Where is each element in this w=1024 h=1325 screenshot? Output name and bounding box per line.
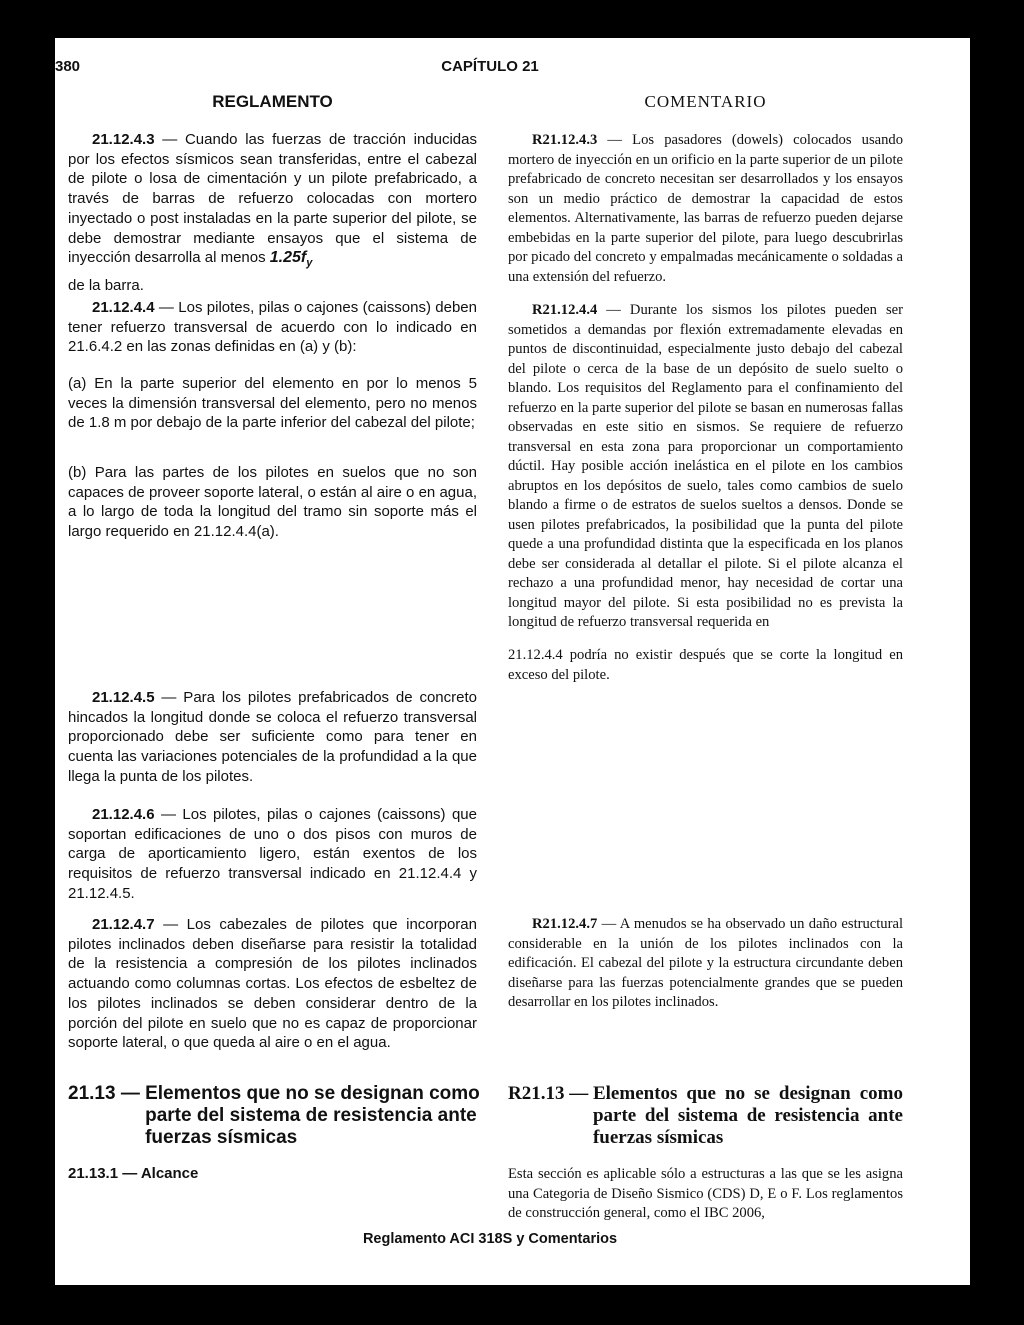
section-text: — A menudos se ha observado un daño estructural considerable en la unión de los pilotes inclinados con la edificación. El cabezal del pilote y la estructura circundante deben diseñarse para las fuerzas potencialmente grandes que se pueden desarrollar en los pilotes inclinados. bbox=[508, 916, 903, 1010]
item-a: (a) En la parte superior del elemento en por lo menos 5 veces la dimensión transversal del elemento, pero no menos de 1.8 m por debajo de la parte inferior del cabezal del pilote; bbox=[68, 375, 477, 432]
section-text: — Los pilotes, pilas o cajones (caissons) que soportan edificaciones de uno o dos pisos con muros de carga de aporticamiento ligero, están exentos de los requisitos de refuerzo transversal indicado en 21.12.4.4 y 21.12.4.5. bbox=[68, 806, 477, 902]
heading-21-13-1: 21.13.1 — Alcance bbox=[68, 1165, 199, 1182]
section-text: — Para los pilotes prefabricados de concreto hincados la longitud donde se coloca el refuerzo transversal proporcionado debe ser suficiente como para tener en cuenta las variaciones potenciales de la profundidad a la que llega la punta de los pilotes. bbox=[68, 689, 477, 785]
section-text: — Los cabezales de pilotes que incorporan pilotes inclinados deben diseñarse para resistir la totalidad de la resistencia a compresión de los pilotes inclinados actuando como columnas cortas. Los efectos de esbeltez de los pilotes inclinados se deben considerar dentro de la porción del pilote en suelo que no es capaz de proporcionar soporte lateral, o que queda al aire o en el agua. bbox=[68, 916, 477, 1052]
section-label: R21.12.4.7 bbox=[532, 916, 598, 932]
section-text: — Los pasadores (dowels) colocados usando mortero de inyección en un orificio en la parte superior de un pilote prefabricado de concreto necesitan ser desarrollados y los ensayos son un medio práctico de demostrar la capacidad de estos elementos. Alternativamente, las barras de refuerzo pueden dejarse embebidas en la parte superior del pilote, para luego descubrirlas por picado del concreto y empalmadas mecánicamente o soldadas a una extensión del refuerzo. bbox=[508, 132, 903, 285]
heading-number: R21.13 — bbox=[508, 1083, 593, 1104]
document-page bbox=[55, 38, 970, 1285]
item-b: (b) Para las partes de los pilotes en suelos que no son capaces de proveer soporte lateral, o están al aire o en agua, a lo largo de toda la longitud del tramo sin soporte más el largo requerido en 21.12.4.4(a). bbox=[68, 464, 477, 541]
section-21-12-4-6 bbox=[68, 805, 477, 904]
section-21-12-4-3 bbox=[68, 130, 477, 296]
section-label: 21.12.4.7 bbox=[92, 916, 155, 933]
page-number: 380 bbox=[55, 58, 81, 75]
section-text: — Durante los sismos los pilotes pueden ser sometidos a demandas por flexión extremadamente elevadas en puntos de discontinuidad, especialmente justo debajo del cabezal del pilote o cerca de la base de un depósito de suelo suelto o blando. Los requisitos del Reglamento para el confinamiento del refuerzo en la parte superior del pilote se basan en numerosas fallas observadas en este sitio en sismos. Se requiere de refuerzo transversal en esta zona para proporcionar un comportamiento dúctil. Hay posible acción inelástica en el pilote en los cambios abruptos en los depósitos de suelo, tales como cambios de suelo blando a firme o de estratos de suelos sueltos a densos. Donde se usen pilotes prefabricados, la posibilidad que la punta del pilote quede a una profundidad distinta que la especificada en los planos debe ser considerada al detallar el pilote. Si el pilote alcanza el rechazo a una profundidad menor, hay necesidad de cortar una longitud mayor del pilote. Si esta posibilidad no es prevista la longitud de refuerzo transversal requerida en bbox=[508, 302, 903, 630]
section-21-12-4-4 bbox=[68, 298, 477, 357]
heading-text: Elementos que no se designan como parte del sistema de resistencia ante fuerzas sísmicas bbox=[592, 1083, 903, 1148]
heading-r21-13 bbox=[508, 1083, 903, 1149]
column-heading-reglamento: REGLAMENTO bbox=[212, 92, 333, 111]
page-footer: Reglamento ACI 318S y Comentarios bbox=[362, 1231, 618, 1247]
section-21-12-4-5 bbox=[68, 688, 477, 787]
chapter-title: CAPÍTULO 21 bbox=[441, 58, 539, 75]
section-text: — Cuando las fuerzas de tracción inducidas por los efectos sísmicos sean transferidas, entre el cabezal de pilote o losa de cimentación y un pilote prefabricado, a través de barras de refuerzo colocadas con mortero inyectado o post instaladas en la parte superior del pilote, se debe demostrar mediante ensayos que el sistema de inyección desarrolla al menos bbox=[68, 131, 477, 267]
section-21-12-4-7 bbox=[68, 915, 477, 1053]
commentary-r21-12-4-4 bbox=[508, 301, 903, 633]
commentary-r21-13: Esta sección es aplicable sólo a estructuras a las que se les asigna una Categoria de Diseño Sismico (CDS) D, E o F. Los reglamentos de construcción general, como el IBC 2006, bbox=[508, 1166, 903, 1221]
commentary-r21-12-4-4-continued: 21.12.4.4 podría no existir después que se corte la longitud en exceso del pilote. bbox=[508, 647, 903, 683]
heading-21-13 bbox=[68, 1083, 480, 1149]
section-label: 21.12.4.6 bbox=[92, 806, 155, 823]
section-label: R21.12.4.3 bbox=[532, 132, 598, 148]
section-text-tail: de la barra. bbox=[68, 277, 144, 295]
section-label: R21.12.4.4 bbox=[532, 302, 598, 318]
section-text: — Los pilotes, pilas o cajones (caissons) deben tener refuerzo transversal de acuerdo con lo indicado en 21.6.4.2 en las zonas definidas en (a) y (b): bbox=[68, 299, 477, 356]
commentary-r21-12-4-7 bbox=[508, 915, 903, 1013]
heading-number: 21.13 — bbox=[68, 1083, 146, 1104]
heading-text: Elementos que no se designan como parte del sistema de resistencia ante fuerzas sísmicas bbox=[145, 1083, 480, 1148]
column-heading-comentario: COMENTARIO bbox=[644, 92, 767, 111]
section-label: 21.12.4.5 bbox=[92, 689, 155, 706]
formula: 1.25f bbox=[269, 249, 307, 267]
commentary-r21-12-4-3 bbox=[508, 131, 903, 287]
formula-subscript: y bbox=[306, 257, 313, 270]
section-label: 21.12.4.3 bbox=[92, 131, 155, 148]
section-label: 21.12.4.4 bbox=[92, 299, 155, 316]
